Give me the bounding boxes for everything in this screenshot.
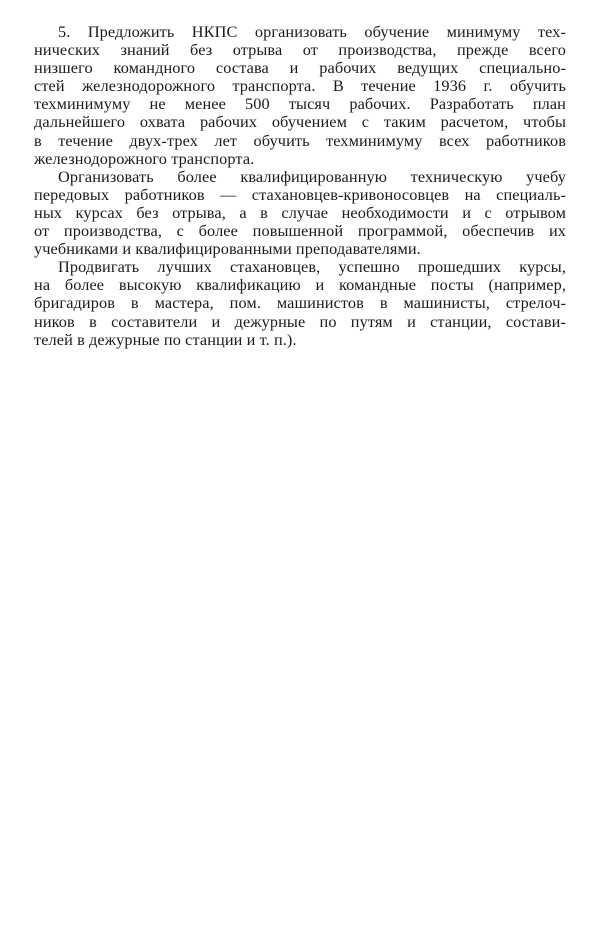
text-line: передовых работников — стахановцев-кривоносовцев на специаль-	[34, 184, 566, 204]
text-line: в течение двух-трех лет обучить техминимуму всех работников	[34, 130, 566, 150]
text-line: учебниками и квалифицированными преподавателями.	[34, 239, 421, 259]
text-line: телей в дежурные по станции и т. п.).	[34, 329, 297, 349]
document-page	[34, 23, 566, 349]
text-line: 5. Предложить НКПС организовать обучение минимуму тех-	[58, 22, 566, 41]
text-line: ников в составители и дежурные по путям и станции, состави-	[34, 311, 566, 331]
text-line: Продвигать лучших стахановцев, успешно прошедших курсы,	[58, 257, 566, 277]
text-line: от производства, с более повышенной программой, обеспечив их	[34, 221, 566, 241]
text-line: нических знаний без отрыва от производства, прежде всего	[34, 40, 566, 60]
text-line: бригадиров в мастера, пом. машинистов в машинисты, стрелоч-	[34, 293, 566, 313]
text-line: на более высокую квалификацию и командные посты (например,	[34, 275, 566, 295]
text-line: железнодорожного транспорта.	[34, 148, 255, 168]
text-line: ных курсах без отрыва, а в случае необходимости и с отрывом	[34, 202, 566, 222]
text-line: низшего командного состава и рабочих ведущих специально-	[34, 58, 566, 78]
text-line: Организовать более квалифицированную техническую учебу	[58, 166, 566, 186]
text-line: стей железнодорожного транспорта. В течение 1936 г. обучить	[34, 76, 566, 96]
text-line: техминимуму не менее 500 тысяч рабочих. Разработать план	[34, 94, 566, 114]
paragraph-promotion	[34, 258, 566, 348]
text-line: дальнейшего охвата рабочих обучением с таким расчетом, чтобы	[34, 112, 566, 132]
paragraph-advanced-training	[34, 168, 566, 258]
paragraph-item-5	[34, 23, 566, 168]
